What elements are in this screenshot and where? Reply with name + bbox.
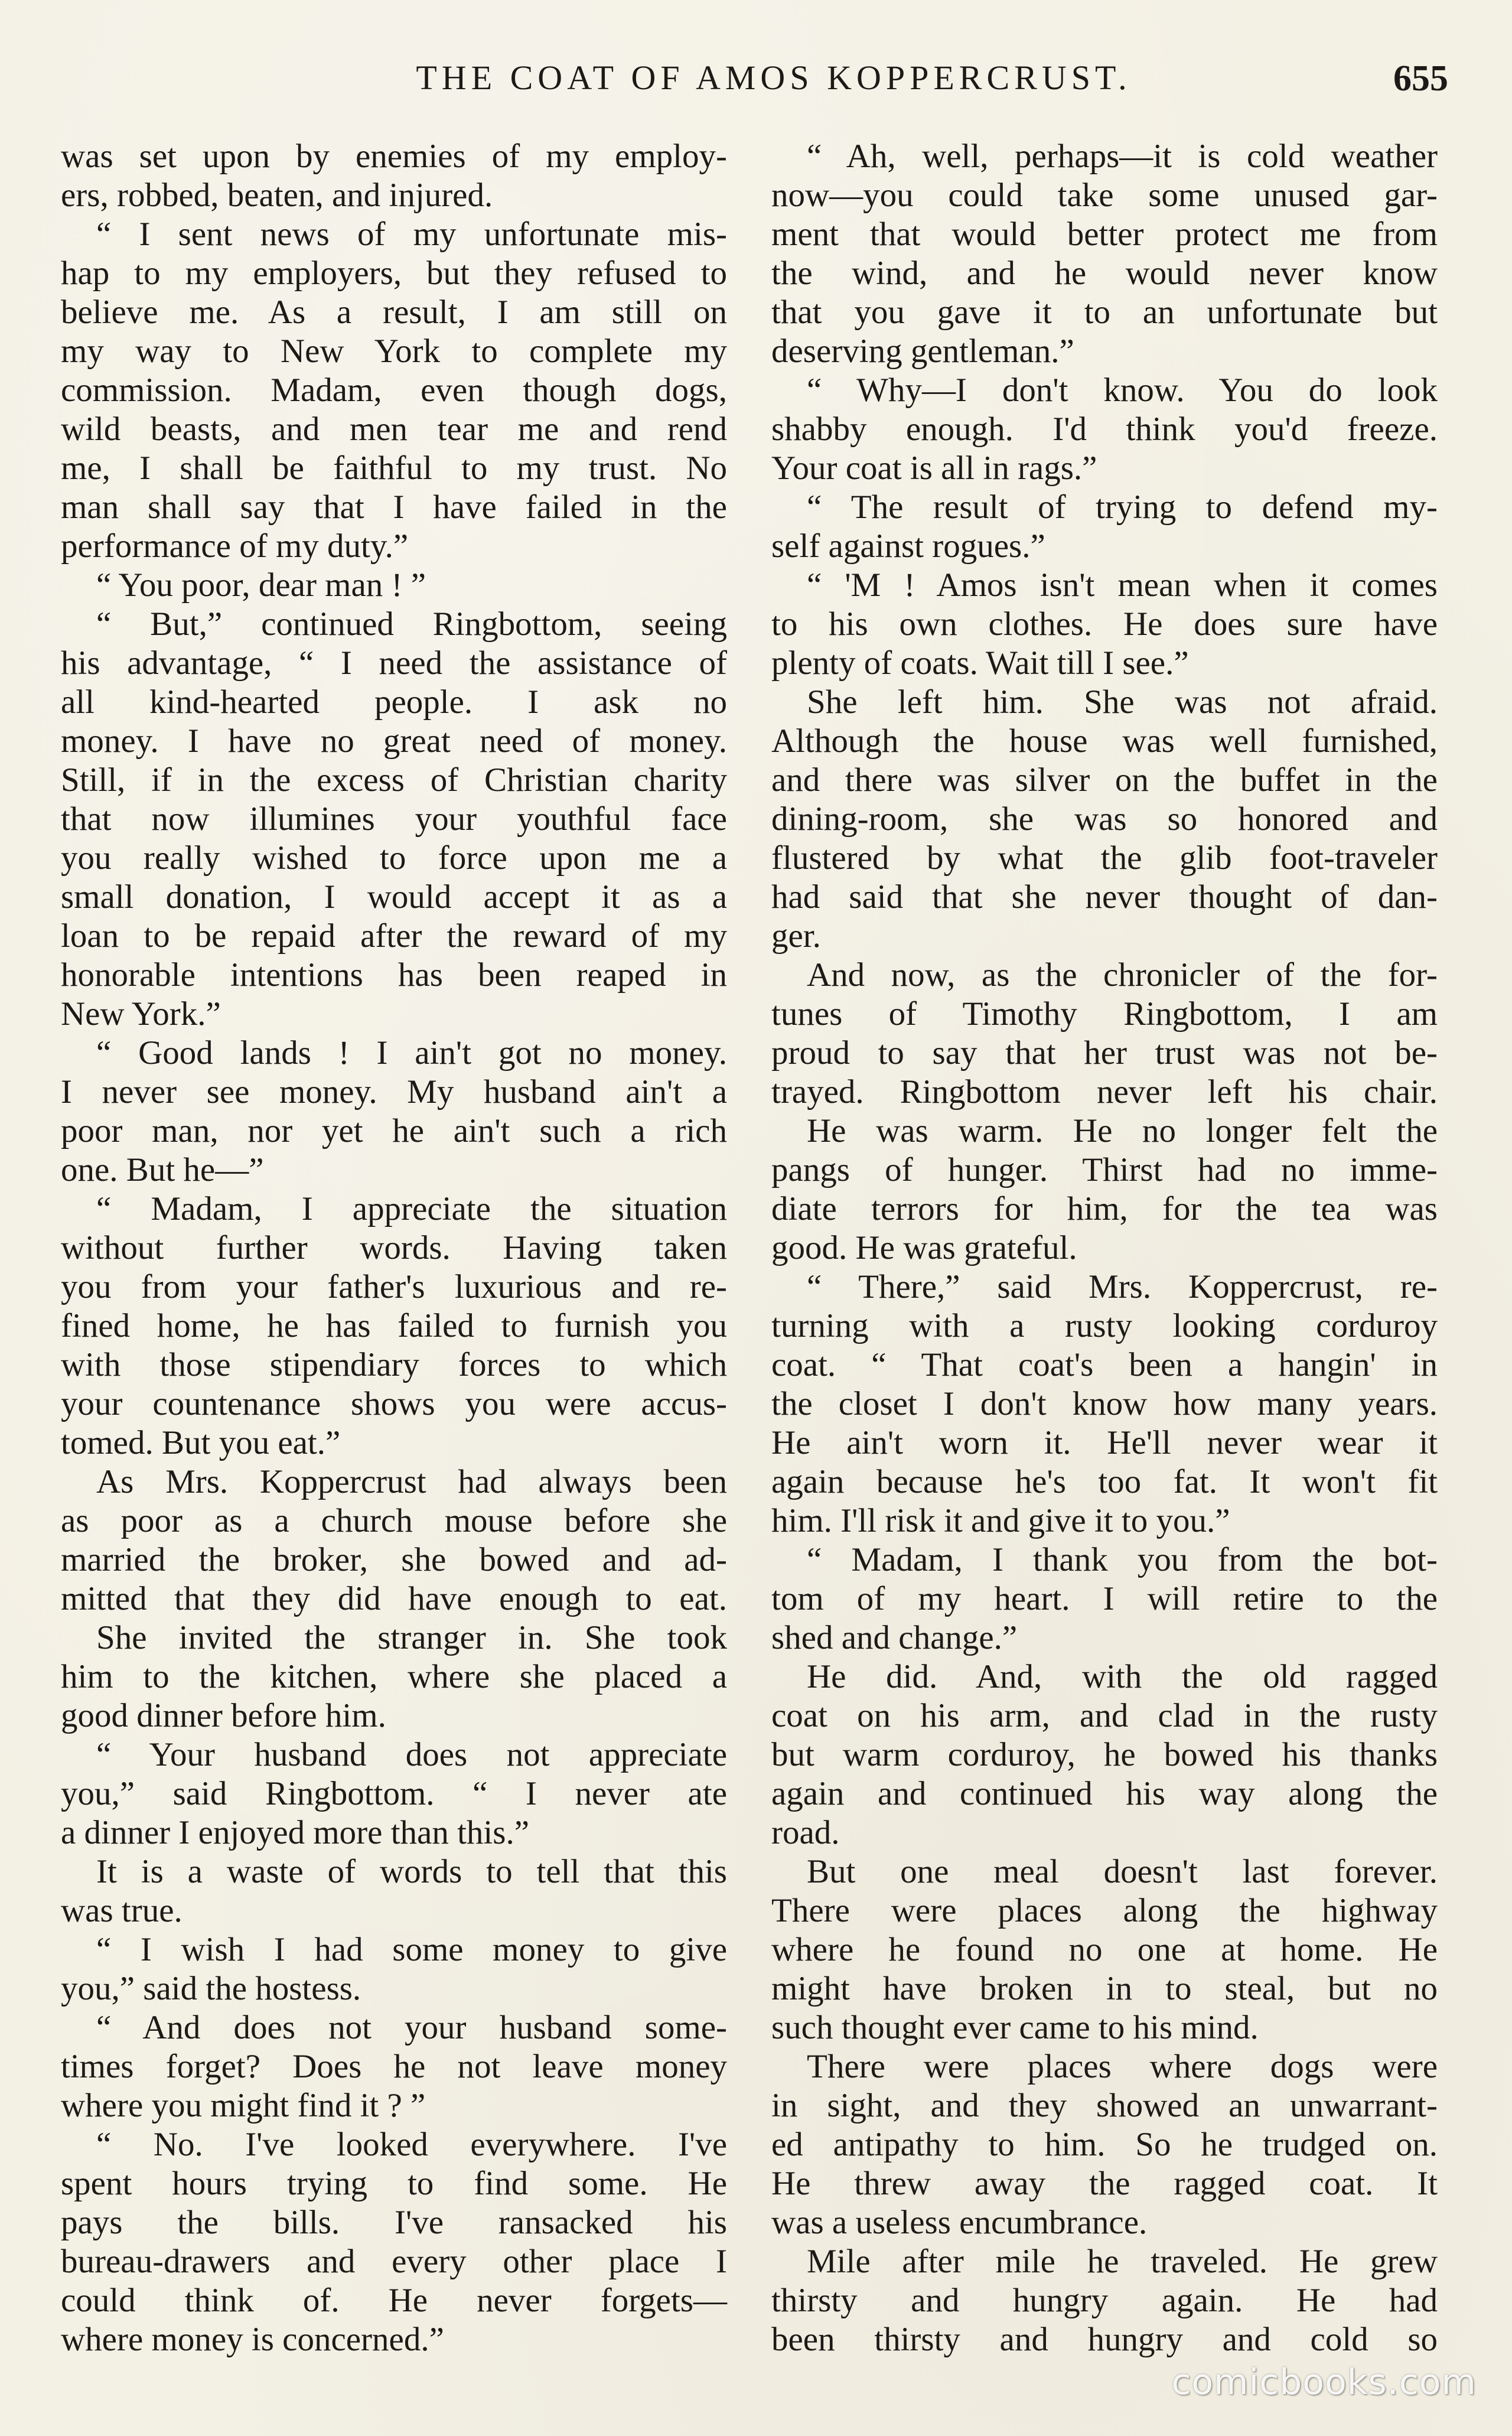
text-line: small donation, I would accept it as a xyxy=(61,878,727,916)
text-line: you,” said the hostess. xyxy=(61,1970,361,2007)
text-line: was true. xyxy=(61,1892,183,1929)
text-line: the closet I don't know how many years. xyxy=(771,1385,1438,1422)
text-line: commission. Madam, even though dogs, xyxy=(61,372,727,409)
text-line: that you gave it to an unfortunate but xyxy=(771,294,1438,331)
text-line: where he found no one at home. He xyxy=(771,1931,1438,1968)
text-line: He was warm. He no longer felt the xyxy=(807,1112,1438,1149)
watermark-text: comicbooks.com xyxy=(1171,2362,1477,2403)
text-line: She invited the stranger in. She took xyxy=(96,1619,727,1656)
text-line: Mile after mile he traveled. He grew xyxy=(807,2243,1438,2280)
text-line: He ain't worn it. He'll never wear it xyxy=(771,1424,1438,1461)
text-line: as poor as a church mouse before she xyxy=(61,1502,727,1539)
text-line: “ Ah, well, perhaps—it is cold weather xyxy=(807,138,1438,175)
text-line: bureau-drawers and every other place I xyxy=(61,2243,727,2280)
text-line: tunes of Timothy Ringbottom, I am xyxy=(771,995,1438,1033)
text-line: “ Madam, I thank you from the bot- xyxy=(807,1541,1438,1578)
text-line: again because he's too fat. It won't fit xyxy=(771,1463,1438,1500)
text-line: without further words. Having taken xyxy=(61,1229,727,1266)
text-line: There were places where dogs were xyxy=(807,2048,1438,2085)
text-line: New York.” xyxy=(61,995,221,1033)
left-text-column xyxy=(61,137,727,2359)
text-line: mitted that they did have enough to eat. xyxy=(61,1580,727,1617)
text-line: one. But he—” xyxy=(61,1151,264,1188)
text-line: “ There,” said Mrs. Koppercrust, re- xyxy=(807,1268,1438,1305)
text-line: my way to New York to complete my xyxy=(61,333,727,370)
text-line: hap to my employers, but they refused to xyxy=(61,255,727,292)
text-line: in sight, and they showed an unwarrant- xyxy=(771,2087,1438,2124)
text-line: Still, if in the excess of Christian charity xyxy=(61,761,727,799)
text-line: man shall say that I have failed in the xyxy=(61,488,727,526)
text-line: could think of. He never forgets— xyxy=(61,2282,727,2319)
text-line: good. He was grateful. xyxy=(771,1229,1077,1266)
running-title: THE COAT OF AMOS KOPPERCRUST. xyxy=(416,58,1132,97)
text-line: wild beasts, and men tear me and rend xyxy=(61,411,727,448)
text-line: pangs of hunger. Thirst had no imme- xyxy=(771,1151,1438,1188)
page-number: 655 xyxy=(1393,58,1448,99)
text-line: road. xyxy=(771,1814,840,1851)
text-line: good dinner before him. xyxy=(61,1697,386,1734)
text-line: again and continued his way along the xyxy=(771,1775,1438,1812)
text-line: But one meal doesn't last forever. xyxy=(807,1853,1438,1890)
text-line: married the broker, she bowed and ad- xyxy=(61,1541,727,1578)
text-line: “ But,” continued Ringbottom, seeing xyxy=(96,605,727,643)
text-line: had said that she never thought of dan- xyxy=(771,878,1438,916)
text-line: all kind-hearted people. I ask no xyxy=(61,683,727,721)
text-line: him to the kitchen, where she placed a xyxy=(61,1658,727,1695)
text-line: “ The result of trying to defend my- xyxy=(807,488,1438,526)
text-line: been thirsty and hungry and cold so xyxy=(771,2321,1438,2358)
text-line: “ Why—I don't know. You do look xyxy=(807,372,1438,409)
text-line: “ 'M ! Amos isn't mean when it comes xyxy=(807,566,1438,604)
right-text-column xyxy=(771,137,1438,2359)
text-line: Although the house was well furnished, xyxy=(771,722,1438,760)
text-line: diate terrors for him, for the tea was xyxy=(771,1190,1438,1227)
text-line: “ Madam, I appreciate the situation xyxy=(96,1190,727,1227)
text-line: but warm corduroy, he bowed his thanks xyxy=(771,1736,1438,1773)
text-line: There were places along the highway xyxy=(771,1892,1438,1929)
text-line: you,” said Ringbottom. “ I never ate xyxy=(61,1775,727,1812)
text-line: turning with a rusty looking corduroy xyxy=(771,1307,1438,1344)
text-line: spent hours trying to find some. He xyxy=(61,2165,727,2202)
text-line: Your coat is all in rags.” xyxy=(771,450,1097,487)
text-line: was set upon by enemies of my employ- xyxy=(61,138,727,175)
text-line: self against rogues.” xyxy=(771,527,1045,565)
text-line: and there was silver on the buffet in the xyxy=(771,761,1438,799)
text-line: shabby enough. I'd think you'd freeze. xyxy=(771,411,1438,448)
text-line: ger. xyxy=(771,917,821,955)
text-line: “ You poor, dear man ! ” xyxy=(96,566,426,604)
text-line: such thought ever came to his mind. xyxy=(771,2009,1259,2046)
text-line: It is a waste of words to tell that this xyxy=(96,1853,727,1890)
text-line: him. I'll risk it and give it to you.” xyxy=(771,1502,1230,1539)
text-line: proud to say that her trust was not be- xyxy=(771,1034,1438,1072)
text-line: you from your father's luxurious and re- xyxy=(61,1268,727,1305)
text-line: As Mrs. Koppercrust had always been xyxy=(96,1463,727,1500)
text-line: me, I shall be faithful to my trust. No xyxy=(61,450,727,487)
text-line: plenty of coats. Wait till I see.” xyxy=(771,644,1189,682)
text-line: where you might find it ? ” xyxy=(61,2087,426,2124)
text-line: ment that would better protect me from xyxy=(771,216,1438,253)
text-line: dining-room, she was so honored and xyxy=(771,800,1438,838)
text-line: I never see money. My husband ain't a xyxy=(61,1073,727,1110)
text-line: poor man, nor yet he ain't such a rich xyxy=(61,1112,727,1149)
text-line: She left him. She was not afraid. xyxy=(807,683,1438,721)
text-line: fined home, he has failed to furnish you xyxy=(61,1307,727,1344)
text-line: pays the bills. I've ransacked his xyxy=(61,2204,727,2241)
text-line: honorable intentions has been reaped in xyxy=(61,956,727,994)
text-line: “ I wish I had some money to give xyxy=(96,1931,727,1968)
text-line: times forget? Does he not leave money xyxy=(61,2048,727,2085)
text-line: He threw away the ragged coat. It xyxy=(771,2165,1438,2202)
text-line: ers, robbed, beaten, and injured. xyxy=(61,177,493,214)
text-line: performance of my duty.” xyxy=(61,527,409,565)
text-line: his advantage, “ I need the assistance of xyxy=(61,644,727,682)
text-line: to his own clothes. He does sure have xyxy=(771,605,1438,643)
text-line: the wind, and he would never know xyxy=(771,255,1438,292)
text-line: tomed. But you eat.” xyxy=(61,1424,341,1461)
text-line: flustered by what the glib foot-traveler xyxy=(771,839,1438,877)
text-line: coat. “ That coat's been a hangin' in xyxy=(771,1346,1438,1383)
text-line: money. I have no great need of money. xyxy=(61,722,727,760)
text-line: “ I sent news of my unfortunate mis- xyxy=(96,216,727,253)
text-line: that now illumines your youthful face xyxy=(61,800,727,838)
text-line: trayed. Ringbottom never left his chair. xyxy=(771,1073,1438,1110)
text-line: “ And does not your husband some- xyxy=(96,2009,727,2046)
text-line: shed and change.” xyxy=(771,1619,1018,1656)
text-line: thirsty and hungry again. He had xyxy=(771,2282,1438,2319)
text-line: “ Good lands ! I ain't got no money. xyxy=(96,1034,727,1072)
text-line: And now, as the chronicler of the for- xyxy=(807,956,1438,994)
text-line: deserving gentleman.” xyxy=(771,333,1074,370)
text-line: He did. And, with the old ragged xyxy=(807,1658,1438,1695)
text-line: a dinner I enjoyed more than this.” xyxy=(61,1814,529,1851)
text-line: loan to be repaid after the reward of my xyxy=(61,917,727,955)
text-line: your countenance shows you were accus- xyxy=(61,1385,727,1422)
text-line: believe me. As a result, I am still on xyxy=(61,294,727,331)
text-line: you really wished to force upon me a xyxy=(61,839,727,877)
text-line: tom of my heart. I will retire to the xyxy=(771,1580,1438,1617)
text-line: “ No. I've looked everywhere. I've xyxy=(96,2126,727,2163)
text-line: ed antipathy to him. So he trudged on. xyxy=(771,2126,1438,2163)
text-line: where money is concerned.” xyxy=(61,2321,444,2358)
text-line: was a useless encumbrance. xyxy=(771,2204,1148,2241)
text-line: might have broken in to steal, but no xyxy=(771,1970,1438,2007)
text-line: with those stipendiary forces to which xyxy=(61,1346,727,1383)
text-line: “ Your husband does not appreciate xyxy=(96,1736,727,1773)
text-line: now—you could take some unused gar- xyxy=(771,177,1438,214)
text-line: coat on his arm, and clad in the rusty xyxy=(771,1697,1438,1734)
